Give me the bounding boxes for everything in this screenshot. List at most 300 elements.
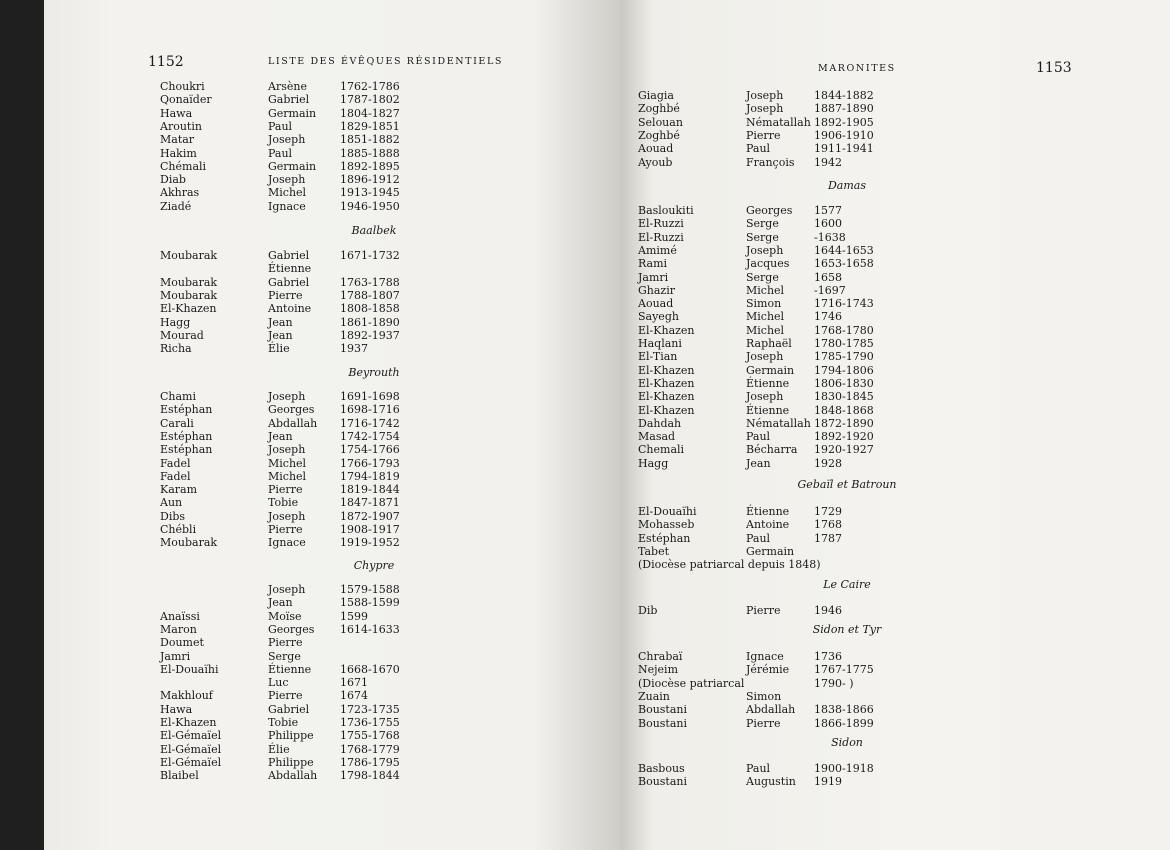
years-cell: 1579-1588 <box>340 583 400 596</box>
surname-cell: Estéphan <box>160 403 213 417</box>
surname-cell: El-Khazen <box>638 323 695 337</box>
table-row <box>620 430 1170 444</box>
years-cell: 1946-1950 <box>340 199 400 213</box>
surname-cell: Estéphan <box>638 531 691 545</box>
first-name-cell: Jean <box>268 429 293 443</box>
years-cell: 1794-1806 <box>814 363 874 377</box>
first-name-cell: Arsène <box>268 80 307 93</box>
years-cell: 1723-1735 <box>340 702 400 716</box>
surname-cell: Blaibel <box>160 769 199 783</box>
table-row <box>44 596 604 610</box>
surname-cell: Maron <box>160 622 197 636</box>
section-title: Beyrouth <box>348 366 400 379</box>
first-name-cell: Serge <box>268 649 301 663</box>
first-name-cell: Bécharra <box>746 443 798 457</box>
table-row <box>620 297 1170 311</box>
surname-cell: (Diocèse patriarcal <box>638 676 745 690</box>
years-cell: 1919 <box>814 775 842 789</box>
surname-cell: Jamri <box>638 270 669 284</box>
years-cell: 1768-1780 <box>814 323 874 337</box>
years-cell: 1671-1732 <box>340 249 400 262</box>
first-name-cell: Philippe <box>268 755 314 769</box>
table-row <box>44 147 604 161</box>
years-cell: 1942 <box>814 155 842 169</box>
table-row <box>620 443 1170 457</box>
first-name-cell: Gabriel <box>268 275 310 289</box>
years-cell: 1754-1766 <box>340 443 400 457</box>
surname-cell: Amimé <box>638 243 677 257</box>
table-row <box>620 244 1170 258</box>
table-row <box>44 536 604 550</box>
surname-cell: Aouad <box>638 297 674 311</box>
first-name-cell: Pierre <box>268 523 303 536</box>
first-name-cell: Joseph <box>268 133 306 147</box>
first-name-cell: Simon <box>746 689 782 703</box>
years-cell: 1892-1920 <box>814 430 874 444</box>
page-number: 1152 <box>148 54 184 70</box>
table-row <box>44 443 604 457</box>
table-row <box>620 677 1170 691</box>
table-row <box>620 350 1170 364</box>
years-cell: 1668-1670 <box>340 662 400 676</box>
years-cell: 1736 <box>814 650 842 663</box>
surname-cell: Diab <box>160 173 186 187</box>
first-name-cell: Paul <box>746 430 771 444</box>
first-name-cell: Pierre <box>268 483 303 497</box>
first-name-cell: Joseph <box>746 390 784 404</box>
table-row <box>44 496 604 510</box>
surname-cell: Estéphan <box>160 443 213 457</box>
surname-cell: (Diocèse patriarcal depuis 1848) <box>638 558 821 572</box>
first-name-cell: Philippe <box>268 729 314 743</box>
first-name-cell: Joseph <box>746 243 784 257</box>
table-row <box>620 284 1170 298</box>
surname-cell: Mourad <box>160 328 204 342</box>
years-cell: 1872-1890 <box>814 416 874 430</box>
first-name-cell: Tobie <box>268 716 299 729</box>
first-name-cell: Gabriel <box>268 249 310 262</box>
first-name-cell: Joseph <box>746 89 784 102</box>
surname-cell: El-Douaïhi <box>638 505 697 518</box>
surname-cell: El-Khazen <box>638 390 695 404</box>
first-name-cell: Georges <box>268 403 315 417</box>
first-name-cell: Joseph <box>268 583 306 596</box>
years-cell: 1885-1888 <box>340 146 400 160</box>
first-name-cell: Nématallah <box>746 416 811 430</box>
table-row <box>620 310 1170 324</box>
years-cell: 1729 <box>814 505 842 518</box>
first-name-cell: Michel <box>746 310 785 324</box>
years-cell: 1911-1941 <box>814 142 874 156</box>
table-row <box>44 470 604 484</box>
surname-cell: Qonaïder <box>160 93 212 107</box>
years-cell: 1844-1882 <box>814 89 874 102</box>
section-title: Le Caire <box>823 578 871 591</box>
years-cell: 1851-1882 <box>340 133 400 147</box>
years-cell: 1920-1927 <box>814 443 874 457</box>
table-row <box>620 650 1170 664</box>
table-row <box>44 716 604 730</box>
table-row <box>620 518 1170 532</box>
table-row <box>44 403 604 417</box>
surname-cell: Carali <box>160 416 194 430</box>
first-name-cell: Pierre <box>268 288 303 302</box>
years-cell: 1794-1819 <box>340 469 400 483</box>
table-row <box>44 390 604 404</box>
page-number: 1153 <box>1036 60 1072 76</box>
surname-cell: Nejeim <box>638 663 679 677</box>
table-row <box>620 271 1170 285</box>
first-name-cell: Michel <box>268 469 307 483</box>
first-name-cell: Pierre <box>746 716 781 730</box>
surname-cell: Boustani <box>638 716 688 730</box>
running-header: MARONITES <box>818 63 896 74</box>
years-cell: 1588-1599 <box>340 596 400 610</box>
first-name-cell: Gabriel <box>268 702 310 716</box>
surname-cell: Jamri <box>160 649 191 663</box>
surname-cell: El-Ruzzi <box>638 217 684 231</box>
table-row <box>620 505 1170 519</box>
table-row <box>44 523 604 537</box>
years-cell: 1887-1890 <box>814 102 874 116</box>
years-cell: 1892-1905 <box>814 115 874 129</box>
table-row <box>620 604 1170 618</box>
table-row <box>620 762 1170 776</box>
table-row <box>44 417 604 431</box>
table-row <box>44 623 604 637</box>
surname-cell: El-Khazen <box>638 376 695 390</box>
surname-cell: Chrabaï <box>638 650 683 663</box>
surname-cell: Aouad <box>638 142 674 156</box>
first-name-cell: Étienne <box>268 662 312 676</box>
years-cell: 1829-1851 <box>340 119 400 133</box>
surname-cell: Makhlouf <box>160 689 213 703</box>
surname-cell: El-Khazen <box>638 403 695 417</box>
table-row <box>44 276 604 290</box>
years-cell: 1806-1830 <box>814 376 874 390</box>
table-row <box>44 200 604 214</box>
first-name-cell: Jacques <box>746 257 790 271</box>
surname-cell: Boustani <box>638 775 688 789</box>
table-row <box>620 690 1170 704</box>
first-name-cell: Michel <box>268 186 307 200</box>
table-row <box>44 289 604 303</box>
years-cell: 1768-1779 <box>340 742 400 756</box>
surname-cell: Hagg <box>160 315 191 329</box>
first-name-cell: Serge <box>746 217 779 231</box>
surname-cell: Hakim <box>160 146 197 160</box>
surname-cell: Akhras <box>160 186 200 200</box>
table-row <box>620 364 1170 378</box>
table-row <box>44 430 604 444</box>
surname-cell: Moubarak <box>160 249 218 262</box>
years-cell: 1928 <box>814 456 842 470</box>
first-name-cell: Luc <box>268 676 289 690</box>
years-cell: 1906-1910 <box>814 128 874 142</box>
surname-cell: Doumet <box>160 636 204 650</box>
table-row <box>44 107 604 121</box>
years-cell: -1638 <box>814 230 846 244</box>
table-row <box>620 703 1170 717</box>
years-cell: 1830-1845 <box>814 390 874 404</box>
table-row <box>44 610 604 624</box>
surname-cell: Giagia <box>638 89 674 102</box>
years-cell: 1691-1698 <box>340 390 400 403</box>
first-name-cell: Ignace <box>746 650 784 663</box>
first-name-cell: Georges <box>268 622 315 636</box>
years-cell: 1892-1895 <box>340 159 400 173</box>
surname-cell: Dib <box>638 604 658 617</box>
years-cell: 1848-1868 <box>814 403 874 417</box>
surname-cell: El-Gémaïel <box>160 755 222 769</box>
first-name-cell: Élie <box>268 742 290 756</box>
first-name-cell: Étienne <box>746 376 790 390</box>
first-name-cell: Jean <box>268 596 293 610</box>
years-cell: 1896-1912 <box>340 173 400 187</box>
table-row <box>44 262 604 276</box>
first-name-cell: Joseph <box>268 390 306 403</box>
years-cell: 1790- ) <box>814 676 854 690</box>
surname-cell: Boustani <box>638 703 688 717</box>
years-cell: 1919-1952 <box>340 536 400 550</box>
first-name-cell: Paul <box>746 762 771 775</box>
table-row <box>44 756 604 770</box>
first-name-cell: Pierre <box>268 636 303 650</box>
years-cell: 1786-1795 <box>340 755 400 769</box>
first-name-cell: Jean <box>746 456 771 470</box>
years-cell: 1872-1907 <box>340 509 400 523</box>
section-title: Damas <box>827 179 866 192</box>
surname-cell: Chami <box>160 390 197 403</box>
years-cell: 1804-1827 <box>340 106 400 120</box>
years-cell: 1716-1743 <box>814 297 874 311</box>
table-row <box>44 329 604 343</box>
first-name-cell: François <box>746 155 795 169</box>
table-row <box>44 249 604 263</box>
years-cell: 1755-1768 <box>340 729 400 743</box>
first-name-cell: Michel <box>746 283 785 297</box>
table-row <box>620 204 1170 218</box>
years-cell: 1599 <box>340 609 368 623</box>
years-cell: 1644-1653 <box>814 243 874 257</box>
surname-cell: Moubarak <box>160 536 218 550</box>
first-name-cell: Serge <box>746 230 779 244</box>
section-title: Gebaïl et Batroun <box>797 478 897 491</box>
surname-cell: El-Khazen <box>638 363 695 377</box>
years-cell: 1716-1742 <box>340 416 400 430</box>
table-row <box>620 717 1170 731</box>
surname-cell: Hawa <box>160 106 193 120</box>
table-row <box>44 703 604 717</box>
years-cell: 1908-1917 <box>340 523 400 536</box>
first-name-cell: Paul <box>746 531 771 545</box>
first-name-cell: Jean <box>268 328 293 342</box>
surname-cell: Karam <box>160 483 198 497</box>
first-name-cell: Raphaël <box>746 337 792 350</box>
surname-cell: Hawa <box>160 702 193 716</box>
first-name-cell: Ignace <box>268 199 306 213</box>
surname-cell: Chébli <box>160 523 197 536</box>
years-cell: 1788-1807 <box>340 288 400 302</box>
years-cell: 1946 <box>814 604 842 617</box>
first-name-cell: Pierre <box>268 689 303 703</box>
first-name-cell: Ignace <box>268 536 306 550</box>
table-row <box>44 663 604 677</box>
first-name-cell: Germain <box>746 363 795 377</box>
first-name-cell: Antoine <box>746 518 790 532</box>
table-row <box>620 417 1170 431</box>
table-row <box>620 457 1170 471</box>
table-row <box>620 775 1170 789</box>
table-row <box>44 316 604 330</box>
table-row <box>44 743 604 757</box>
first-name-cell: Joseph <box>268 509 306 523</box>
years-cell: 1913-1945 <box>340 186 400 200</box>
running-header: LISTE DES ÉVÊQUES RÉSIDENTIELS <box>268 56 503 67</box>
first-name-cell: Jean <box>268 315 293 329</box>
years-cell: 1892-1937 <box>340 328 400 342</box>
table-row <box>620 156 1170 170</box>
years-cell: 1787-1802 <box>340 93 400 107</box>
surname-cell: Aun <box>160 496 183 510</box>
years-cell: 1736-1755 <box>340 716 400 729</box>
table-row <box>620 532 1170 546</box>
section-title: Sidon et Tyr <box>812 623 882 636</box>
first-name-cell: Moïse <box>268 609 302 623</box>
surname-cell: Zoghbé <box>638 102 680 116</box>
section-title: Sidon <box>831 736 863 749</box>
table-row <box>44 133 604 147</box>
years-cell: 1653-1658 <box>814 257 874 271</box>
left-page <box>44 0 620 850</box>
surname-cell: El-Khazen <box>160 302 217 316</box>
table-row <box>44 173 604 187</box>
surname-cell: Dahdah <box>638 416 682 430</box>
first-name-cell: Élie <box>268 342 290 356</box>
first-name-cell: Simon <box>746 297 782 311</box>
table-row <box>44 186 604 200</box>
table-row <box>44 93 604 107</box>
section-title: Baalbek <box>351 224 397 237</box>
surname-cell: Ziadé <box>160 199 192 213</box>
first-name-cell: Pierre <box>746 604 781 617</box>
table-row <box>620 142 1170 156</box>
table-row <box>44 769 604 783</box>
table-row <box>44 689 604 703</box>
surname-cell: Rami <box>638 257 668 271</box>
first-name-cell: Antoine <box>268 302 312 316</box>
table-row <box>620 558 1170 572</box>
surname-cell: Aroutin <box>160 119 202 133</box>
table-row <box>44 160 604 174</box>
surname-cell: Basloukiti <box>638 204 694 217</box>
first-name-cell: Étienne <box>746 403 790 417</box>
years-cell: 1762-1786 <box>340 80 400 93</box>
first-name-cell: Paul <box>746 142 771 156</box>
surname-cell: Basbous <box>638 762 685 775</box>
first-name-cell: Michel <box>746 323 785 337</box>
surname-cell: Ghazir <box>638 283 676 297</box>
first-name-cell: Gabriel <box>268 93 310 107</box>
first-name-cell: Joseph <box>268 443 306 457</box>
surname-cell: Selouan <box>638 115 683 129</box>
surname-cell: Anaïssi <box>160 609 200 623</box>
first-name-cell: Pierre <box>746 128 781 142</box>
first-name-cell: Germain <box>746 544 795 558</box>
surname-cell: El-Ruzzi <box>638 230 684 244</box>
years-cell: 1658 <box>814 270 842 284</box>
years-cell: 1847-1871 <box>340 496 400 510</box>
years-cell: 1808-1858 <box>340 302 400 316</box>
table-row <box>44 650 604 664</box>
first-name-cell: Georges <box>746 204 793 217</box>
surname-cell: El-Tian <box>638 350 678 364</box>
table-row <box>620 377 1170 391</box>
table-row <box>44 342 604 356</box>
surname-cell: Ayoub <box>638 155 673 169</box>
years-cell: 1866-1899 <box>814 716 874 730</box>
years-cell: 1671 <box>340 676 368 690</box>
first-name-cell: Étienne <box>268 262 312 276</box>
table-row <box>620 217 1170 231</box>
years-cell: 1787 <box>814 531 842 545</box>
table-row <box>44 676 604 690</box>
right-page <box>620 0 1170 850</box>
first-name-cell: Augustin <box>746 775 796 789</box>
section-title: Chypre <box>353 559 395 572</box>
years-cell: 1742-1754 <box>340 429 400 443</box>
table-row <box>44 636 604 650</box>
years-cell: 1838-1866 <box>814 703 874 717</box>
surname-cell: El-Douaïhi <box>160 662 219 676</box>
surname-cell: Chemali <box>638 443 685 457</box>
first-name-cell: Paul <box>268 119 293 133</box>
surname-cell: Moubarak <box>160 288 218 302</box>
first-name-cell: Germain <box>268 159 317 173</box>
surname-cell: Zuain <box>638 689 670 703</box>
first-name-cell: Abdallah <box>746 703 796 717</box>
surname-cell: Masad <box>638 430 676 444</box>
first-name-cell: Abdallah <box>268 416 318 430</box>
table-row <box>620 404 1170 418</box>
surname-cell: Sayegh <box>638 310 679 324</box>
table-row <box>44 583 604 597</box>
surname-cell: El-Gémaïel <box>160 742 222 756</box>
first-name-cell: Joseph <box>746 350 784 364</box>
table-row <box>44 510 604 524</box>
table-row <box>44 302 604 316</box>
years-cell: 1937 <box>340 342 368 356</box>
table-row <box>620 390 1170 404</box>
surname-cell: Choukri <box>160 80 205 93</box>
first-name-cell: Michel <box>268 456 307 470</box>
surname-cell: Zoghbé <box>638 128 680 142</box>
first-name-cell: Abdallah <box>268 769 318 783</box>
surname-cell: Dibs <box>160 509 186 523</box>
table-row <box>44 483 604 497</box>
years-cell: 1767-1775 <box>814 663 874 677</box>
surname-cell: Moubarak <box>160 275 218 289</box>
years-cell: 1674 <box>340 689 368 703</box>
years-cell: 1763-1788 <box>340 275 400 289</box>
surname-cell: Richa <box>160 342 192 356</box>
surname-cell: El-Khazen <box>160 716 217 729</box>
surname-cell: Fadel <box>160 456 191 470</box>
table-row <box>620 231 1170 245</box>
table-row <box>620 545 1170 559</box>
table-row <box>44 80 604 94</box>
table-row <box>44 457 604 471</box>
